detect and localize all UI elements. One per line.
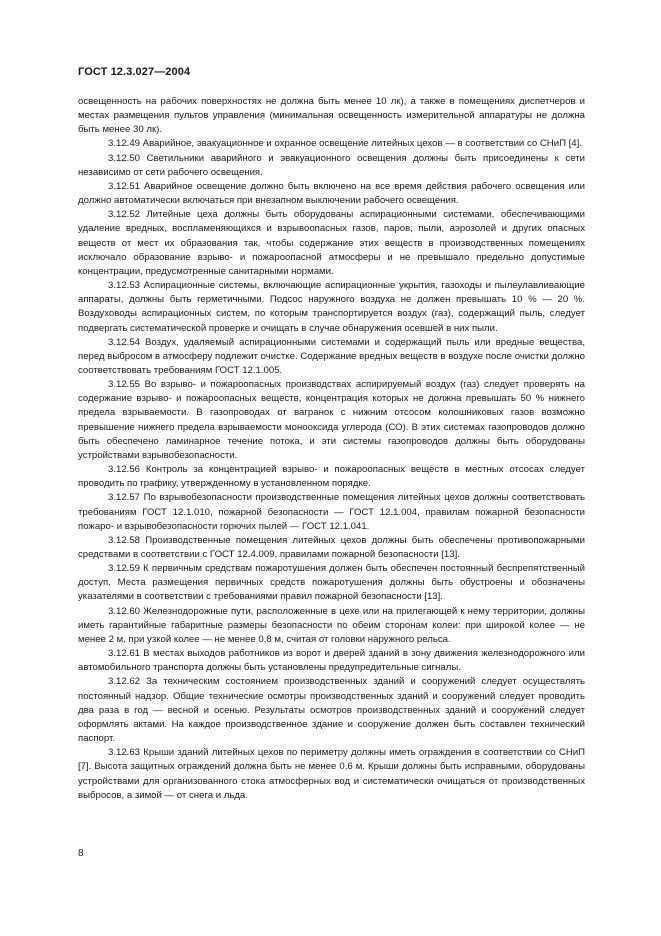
clause-3-12-60: 3.12.60 Железнодорожные пути, расположенные в цехе или на прилегающей к нему территории, должны иметь гарантийные габаритные размеры безопасности по обеим сторонам колеи: при широкой колее — не менее 2 м, при узкой колее — не менее 0,8 м, считая от головки наружного рельса. — [78, 605, 585, 645]
clause-3-12-51: 3.12.51 Аварийное освещение должно быть включено на все время действия рабочего освещения или должно автоматически включаться при внезапном выключении рабочего освещения. — [78, 180, 585, 207]
clause-3-12-49: 3.12.49 Аварийное, эвакуационное и охранное освещение литейных цехов — в соответствии со СНиП [4]. — [108, 138, 582, 150]
clause-3-12-58: 3.12.58 Производственные помещения литейных цехов должны быть обеспечены противопожарными средствами в соответствии с ГОСТ 12.4.009, правилами пожарной безопасности [13]. — [78, 534, 585, 560]
clause-3-12-52: 3.12.52 Литейные цеха должны быть оборудованы аспирационными системами, обеспечивающими удаление вредных, воспламеняющихся и взрывоопасных газов, паров, пыли, аэрозолей и других опасных веществ от мест их образования так, чтобы содержание этих веществ в производственных помещениях исключало образование взрыво- и пожароопасной атмосферы и не превышало предельно допустимые концентрации, предусмотренные санитарными нормами. — [78, 209, 585, 277]
clause-3-12-62: 3.12.62 За техническим состоянием производственных зданий и сооружений следует осуществлять постоянный надзор. Общие технические осмотры производственных зданий и сооружений следует проводить два раза в год — весной и осенью. Результаты осмотров производственных зданий и сооружений следует оформлять актами. На каждое производственное здание и сооружение должен быть составлен технический паспорт. — [78, 676, 585, 745]
document-header: ГОСТ 12.3.027—2004 — [78, 66, 191, 78]
clause-3-12-55: 3.12.55 Во взрыво- и пожароопасных производствах аспирируемый воздух (газ) следует проверять на содержание взрыво- и пожароопасных веществ, концентрация которых не должна превышать 50 % нижнего предела взрываемости. В газопроводах от вагранок с нижним отсосом колошниковых газов возможно превышение нижнего предела взрываемости монооксида углерода (СО). В этих системах газопроводов должно быть обеспечено ламинарное течение потока, и эти системы газопроводов должны быть оборудованы устройствами взрывобезопасности. — [78, 379, 585, 461]
clause-3-12-53: 3.12.53 Аспирационные системы, включающие аспирационные укрытия, газоходы и пылеулавливающие аппараты, должны быть герметичными. Подсос наружного воздуха не должен превышать 10 % — 20 %. Воздуховоды аспирационных систем, по которым транспортируется воздух (газ), содержащий пыль, следует подвергать систематической проверке и очищать в случае обнаружения осевшей в них пыли. — [78, 280, 585, 334]
paragraph-continuation: освещенность на рабочих поверхностях не должна быть менее 10 лк), а также в помещениях диспетчеров и местах размещения пультов управления (минимальная освещенность измерительной аппаратуры не должна быть менее 30 лк). — [78, 96, 585, 136]
clause-3-12-50: 3.12.50 Светильники аварийного и эвакуационного освещения должны быть присоединены к сети независимо от сети рабочего освещения. — [78, 152, 585, 178]
clause-3-12-59: 3.12.59 К первичным средствам пожаротушения должен быть обеспечен постоянный беспрепятственный доступ. Места размещения первичных средств пожаротушения должны быть обустроены и обозначены указателями в соответствии с требованиями правил пожарной безопасности [13]. — [78, 563, 585, 603]
page-number: 8 — [78, 848, 84, 859]
document-body — [78, 95, 585, 803]
clause-3-12-57: 3.12.57 По взрывобезопасности производственные помещения литейных цехов должны соответствовать требованиям ГОСТ 12.1.010, пожарной безопасности — ГОСТ 12.1.004, правилам пожарной безопасности пожаро- и взрывобезопасности горючих пылей — ГОСТ 12.1.041. — [78, 492, 585, 532]
clause-3-12-63: 3.12.63 Крыши зданий литейных цехов по периметру должны иметь ограждения в соответствии со СНиП [7]. Высота защитных ограждений должна быть не менее 0,6 м. Крыши должны быть исправными, оборудованы устройствами для организованного стока атмосферных вод и систематически очищаться от производственных выбросов, а зимой — от снега и льда. — [78, 747, 585, 801]
clause-3-12-56: 3.12.56 Контроль за концентрацией взрыво- и пожароопасных веществ в местных отсосах следует проводить по графику, утвержденному в установленном порядке. — [78, 464, 585, 490]
clause-3-12-61: 3.12.61 В местах выходов работников из ворот и дверей зданий в зону движения железнодорожного или автомобильного транспорта должны быть установлены предупредительные сигналы. — [78, 648, 585, 674]
clause-3-12-54: 3.12.54 Воздух, удаляемый аспирационными системами и содержащий пыль или вредные вещества, перед выбросом в атмосферу подлежит очистке. Содержание вредных веществ в воздухе после очистки должно соответствовать требованиям ГОСТ 12.1.005. — [78, 336, 585, 376]
